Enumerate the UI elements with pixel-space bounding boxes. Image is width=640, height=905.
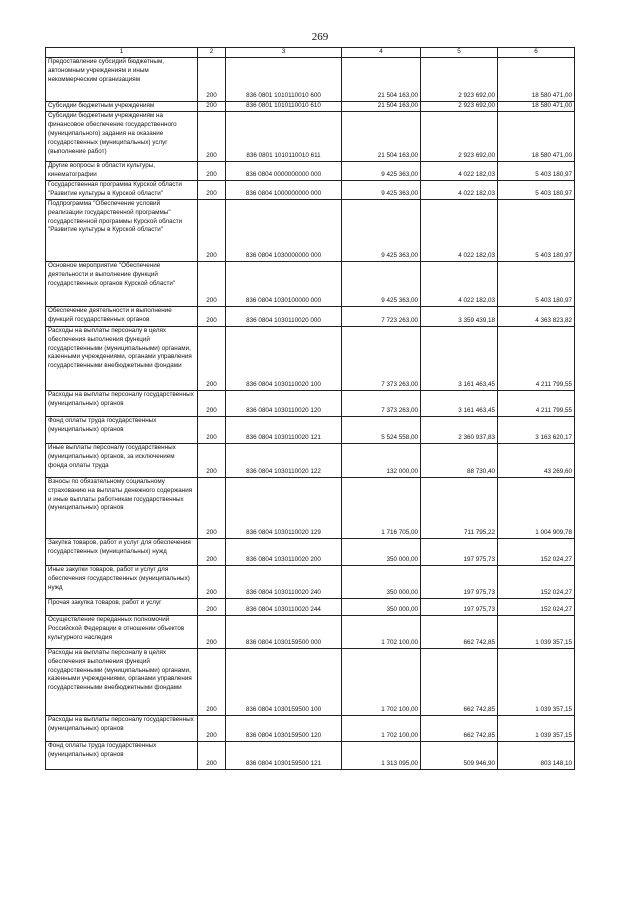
table-row xyxy=(46,57,575,101)
row-value-5: 2 923 692,00 xyxy=(421,101,498,111)
row-column-2: 200 xyxy=(198,477,226,538)
table-header-row xyxy=(46,48,575,58)
row-value-4: 9 425 363,00 xyxy=(342,199,421,261)
row-value-4: 1 313 095,00 xyxy=(342,741,421,769)
budget-table xyxy=(45,47,575,770)
row-value-5: 2 360 937,83 xyxy=(421,416,498,443)
row-column-2: 200 xyxy=(198,598,226,615)
row-column-2: 200 xyxy=(198,306,226,326)
row-value-6: 1 039 357,15 xyxy=(498,648,575,715)
page-number: 269 xyxy=(311,31,329,43)
row-name: Субсидии бюджетным учреждениям на финансовое обеспечение государственного (муниципального) задания на оказание государственных (муниципальных) услуг (выполнение работ) xyxy=(46,111,198,161)
row-value-6: 5 403 180,97 xyxy=(498,161,575,180)
table-row xyxy=(46,565,575,598)
row-name: Иные закупки товаров, работ и услуг для обеспечения государственных (муниципальных) нужд xyxy=(46,565,198,598)
row-name: Иные выплаты персоналу государственных (муниципальных) органов, за исключением фонда оплаты труда xyxy=(46,443,198,477)
row-name: Расходы на выплаты персоналу в целях обеспечения выполнения функций государственными (муниципальными) органами, казенными учреждениями, органами управления государственными внебюджетными фондами xyxy=(46,648,198,715)
row-column-2: 200 xyxy=(198,615,226,648)
row-value-4: 350 000,00 xyxy=(342,538,421,565)
row-value-6: 3 163 620,17 xyxy=(498,416,575,443)
row-value-4: 21 504 163,00 xyxy=(342,57,421,101)
column-header: 5 xyxy=(421,48,498,58)
row-value-4: 9 425 363,00 xyxy=(342,180,421,199)
table-row xyxy=(46,443,575,477)
row-budget-code: 836 0804 1000000000 000 xyxy=(226,180,342,199)
row-value-5: 4 022 182,03 xyxy=(421,261,498,306)
row-name: Расходы на выплаты персоналу государственных (муниципальных) органов xyxy=(46,390,198,416)
row-value-4: 350 000,00 xyxy=(342,598,421,615)
row-column-2: 200 xyxy=(198,648,226,715)
row-column-2: 200 xyxy=(198,111,226,161)
row-budget-code: 836 0804 1030159500 120 xyxy=(226,715,342,741)
row-name: Обеспечение деятельности и выполнение функций государственных органов xyxy=(46,306,198,326)
row-value-6: 5 403 180,97 xyxy=(498,261,575,306)
row-budget-code: 836 0801 1010110010 600 xyxy=(226,57,342,101)
row-budget-code: 836 0804 1030110020 240 xyxy=(226,565,342,598)
row-value-5: 2 923 692,00 xyxy=(421,57,498,101)
row-value-4: 350 000,00 xyxy=(342,565,421,598)
row-name: Субсидии бюджетным учреждениям xyxy=(46,101,198,111)
row-budget-code: 836 0801 1010110010 611 xyxy=(226,111,342,161)
row-value-5: 3 161 463,45 xyxy=(421,326,498,390)
row-value-5: 3 161 463,45 xyxy=(421,390,498,416)
row-name: Другие вопросы в области культуры, кинематографии xyxy=(46,161,198,180)
row-column-2: 200 xyxy=(198,741,226,769)
row-column-2: 200 xyxy=(198,390,226,416)
row-value-6: 1 039 357,15 xyxy=(498,715,575,741)
row-value-5: 88 730,40 xyxy=(421,443,498,477)
row-budget-code: 836 0804 1030000000 000 xyxy=(226,199,342,261)
row-value-5: 3 359 439,18 xyxy=(421,306,498,326)
row-value-5: 2 923 692,00 xyxy=(421,111,498,161)
row-budget-code: 836 0804 1030159500 121 xyxy=(226,741,342,769)
row-name: Подпрограмма "Обеспечение условий реализации государственной программы" государственной программы Курской области "Развитие культуры в Курской области" xyxy=(46,199,198,261)
row-budget-code: 836 0801 1010110010 610 xyxy=(226,101,342,111)
row-name: Основное мероприятие "Обеспечение деятельности и выполнение функций государственных органов Курской области" xyxy=(46,261,198,306)
row-value-6: 803 148,10 xyxy=(498,741,575,769)
row-name: Осуществление переданных полномочий Российской Федерации в отношении объектов культурного наследия xyxy=(46,615,198,648)
table-row xyxy=(46,390,575,416)
column-header: 3 xyxy=(226,48,342,58)
table-row xyxy=(46,741,575,769)
table-body xyxy=(46,57,575,769)
table-row xyxy=(46,615,575,648)
row-name: Государственная программа Курской области "Развитие культуры в Курской области" xyxy=(46,180,198,199)
row-budget-code: 836 0804 1030110020 129 xyxy=(226,477,342,538)
row-value-6: 152 024,27 xyxy=(498,598,575,615)
table-row xyxy=(46,101,575,111)
row-budget-code: 836 0804 1030110020 122 xyxy=(226,443,342,477)
row-column-2: 200 xyxy=(198,261,226,306)
column-header: 2 xyxy=(198,48,226,58)
row-value-6: 5 403 180,97 xyxy=(498,180,575,199)
row-value-4: 7 723 263,00 xyxy=(342,306,421,326)
row-value-6: 18 580 471,00 xyxy=(498,57,575,101)
row-value-5: 197 975,73 xyxy=(421,598,498,615)
row-value-4: 1 716 705,00 xyxy=(342,477,421,538)
row-value-6: 5 403 180,97 xyxy=(498,199,575,261)
row-name: Прочая закупка товаров, работ и услуг xyxy=(46,598,198,615)
row-column-2: 200 xyxy=(198,101,226,111)
row-value-6: 4 363 823,82 xyxy=(498,306,575,326)
row-column-2: 200 xyxy=(198,161,226,180)
row-value-5: 4 022 182,03 xyxy=(421,180,498,199)
row-name: Закупка товаров, работ и услуг для обеспечения государственных (муниципальных) нужд xyxy=(46,538,198,565)
row-value-5: 4 022 182,03 xyxy=(421,161,498,180)
row-value-6: 1 039 357,15 xyxy=(498,615,575,648)
table-row xyxy=(46,180,575,199)
row-name: Взносы по обязательному социальному страхованию на выплаты денежного содержания и иные выплаты работникам государственных (муниципальных) органов xyxy=(46,477,198,538)
row-budget-code: 836 0804 1030110020 244 xyxy=(226,598,342,615)
table-row xyxy=(46,306,575,326)
row-budget-code: 836 0804 1030159500 000 xyxy=(226,615,342,648)
column-header: 1 xyxy=(46,48,198,58)
row-name: Расходы на выплаты персоналу государственных (муниципальных) органов xyxy=(46,715,198,741)
row-value-5: 4 022 182,03 xyxy=(421,199,498,261)
row-column-2: 200 xyxy=(198,565,226,598)
row-column-2: 200 xyxy=(198,326,226,390)
row-budget-code: 836 0804 0000000000 000 xyxy=(226,161,342,180)
row-value-6: 4 211 799,55 xyxy=(498,390,575,416)
row-value-6: 152 024,27 xyxy=(498,538,575,565)
row-budget-code: 836 0804 1030100000 000 xyxy=(226,261,342,306)
row-column-2: 200 xyxy=(198,443,226,477)
table-row xyxy=(46,261,575,306)
row-value-5: 509 946,90 xyxy=(421,741,498,769)
row-value-4: 21 504 163,00 xyxy=(342,111,421,161)
row-value-5: 662 742,85 xyxy=(421,715,498,741)
row-value-5: 197 975,73 xyxy=(421,538,498,565)
table-row xyxy=(46,161,575,180)
row-value-6: 43 269,60 xyxy=(498,443,575,477)
row-value-4: 1 702 100,00 xyxy=(342,615,421,648)
row-value-4: 5 524 558,00 xyxy=(342,416,421,443)
row-budget-code: 836 0804 1030110020 121 xyxy=(226,416,342,443)
row-value-4: 9 425 363,00 xyxy=(342,161,421,180)
table-row xyxy=(46,477,575,538)
table-row xyxy=(46,598,575,615)
row-column-2: 200 xyxy=(198,57,226,101)
row-value-4: 1 702 100,00 xyxy=(342,648,421,715)
row-value-4: 1 702 100,00 xyxy=(342,715,421,741)
column-header: 6 xyxy=(498,48,575,58)
column-header: 4 xyxy=(342,48,421,58)
row-column-2: 200 xyxy=(198,416,226,443)
row-value-4: 132 000,00 xyxy=(342,443,421,477)
row-column-2: 200 xyxy=(198,180,226,199)
row-budget-code: 836 0804 1030110020 200 xyxy=(226,538,342,565)
table-row xyxy=(46,416,575,443)
row-name: Расходы на выплаты персоналу в целях обеспечения выполнения функций государственными (муниципальными) органами, казенными учреждениями, органами управления государственными внебюджетными фондами xyxy=(46,326,198,390)
row-budget-code: 836 0804 1030110020 000 xyxy=(226,306,342,326)
table-row xyxy=(46,648,575,715)
table-row xyxy=(46,538,575,565)
row-value-5: 662 742,85 xyxy=(421,615,498,648)
row-name: Фонд оплаты труда государственных (муниципальных) органов xyxy=(46,416,198,443)
row-value-5: 711 795,22 xyxy=(421,477,498,538)
row-budget-code: 836 0804 1030159500 100 xyxy=(226,648,342,715)
row-value-4: 7 373 263,00 xyxy=(342,326,421,390)
row-value-6: 152 024,27 xyxy=(498,565,575,598)
row-value-6: 18 580 471,00 xyxy=(498,111,575,161)
row-name: Фонд оплаты труда государственных (муниципальных) органов xyxy=(46,741,198,769)
row-column-2: 200 xyxy=(198,715,226,741)
row-column-2: 200 xyxy=(198,199,226,261)
row-budget-code: 836 0804 1030110020 120 xyxy=(226,390,342,416)
row-name: Предоставление субсидий бюджетным, автономным учреждениям и иным некоммерческим организациям xyxy=(46,57,198,101)
row-value-6: 18 580 471,00 xyxy=(498,101,575,111)
row-value-4: 7 373 263,00 xyxy=(342,390,421,416)
table-row xyxy=(46,199,575,261)
row-value-4: 21 504 163,00 xyxy=(342,101,421,111)
row-column-2: 200 xyxy=(198,538,226,565)
table-row xyxy=(46,111,575,161)
row-value-6: 4 211 799,55 xyxy=(498,326,575,390)
row-value-5: 662 742,85 xyxy=(421,648,498,715)
row-value-5: 197 975,73 xyxy=(421,565,498,598)
table-row xyxy=(46,326,575,390)
row-value-4: 9 425 363,00 xyxy=(342,261,421,306)
table-row xyxy=(46,715,575,741)
row-value-6: 1 004 909,78 xyxy=(498,477,575,538)
row-budget-code: 836 0804 1030110020 100 xyxy=(226,326,342,390)
